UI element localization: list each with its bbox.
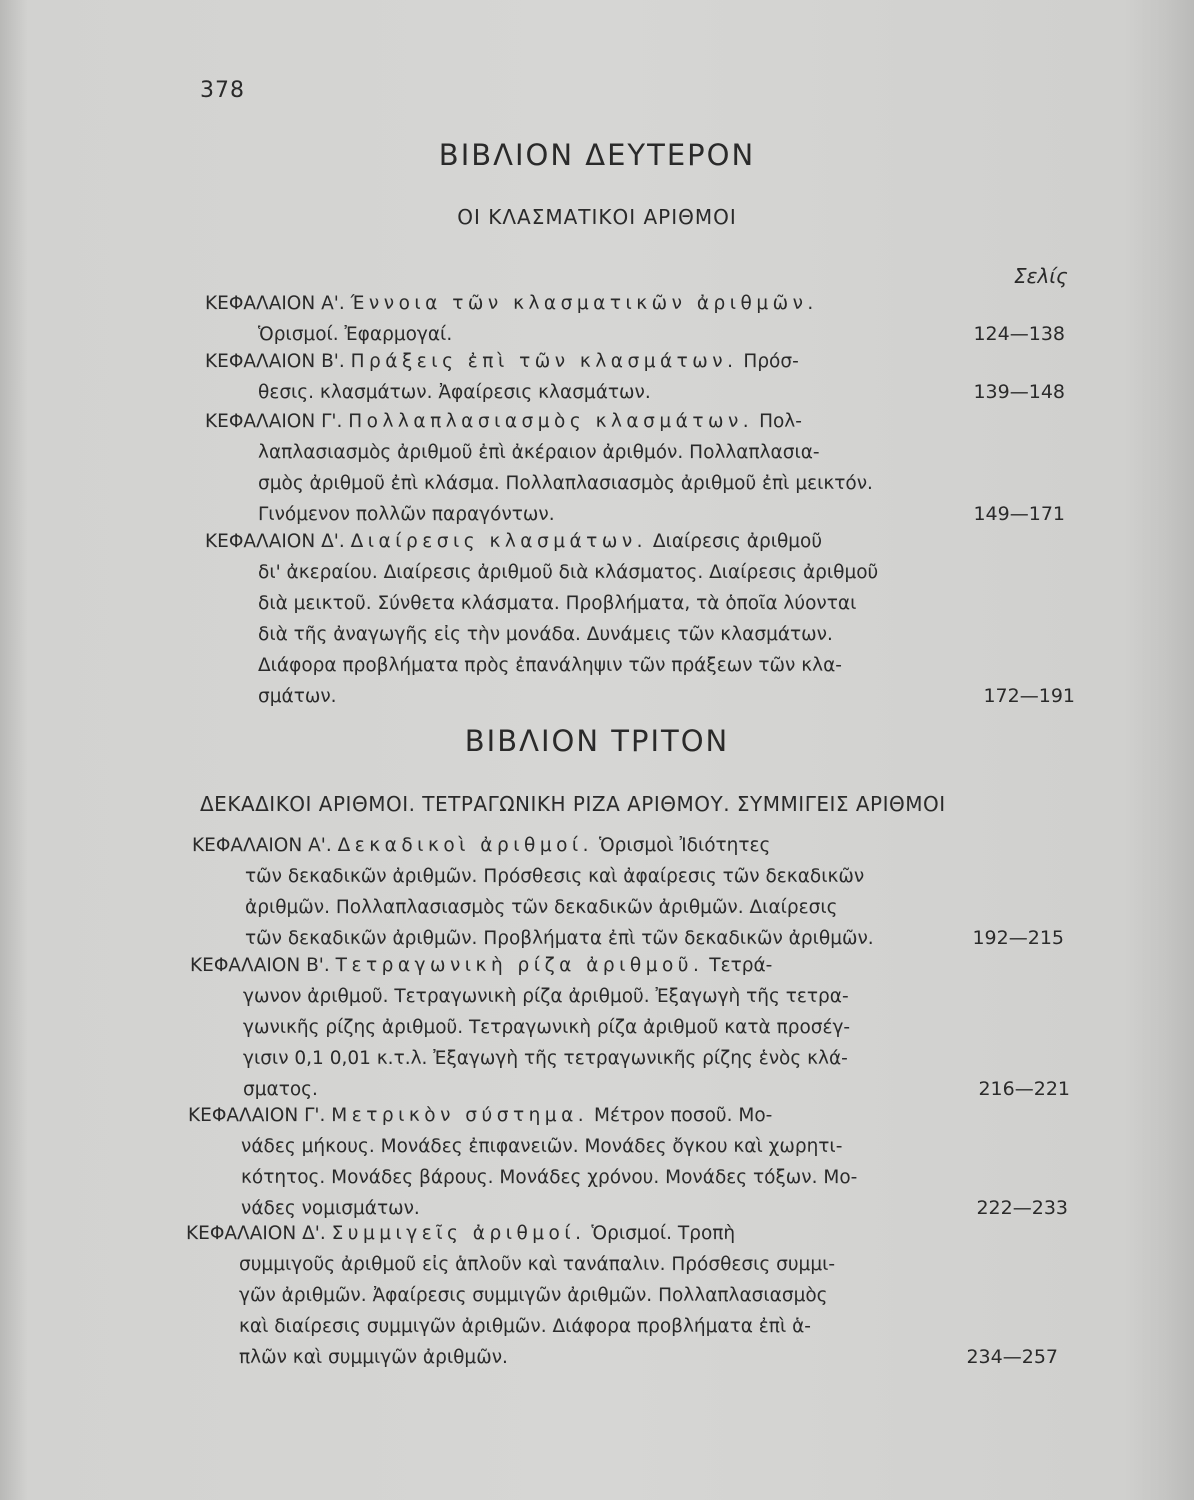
- entry-line: νάδες μήκους. Μονάδες ἐπιφανειῶν. Μονάδες ὄγκου καὶ χωρητι-: [241, 1136, 843, 1157]
- chapter-label: ΚΕΦΑΛΑΙΟΝ Γ'.: [205, 411, 343, 432]
- entry-line: θεσις. κλασμάτων. Ἀφαίρεσις κλασμάτων.: [258, 382, 651, 403]
- chapter-heading: Πολλαπλασιασμὸς κλασμάτων.: [348, 411, 754, 432]
- book3-subtitle: ΔΕΚΑΔΙΚΟΙ ΑΡΙΘΜΟΙ. ΤΕΤΡΑΓΩΝΙΚΗ ΡΙΖΑ ΑΡΙΘΜΟΥ. ΣΥΜΜΙΓΕΙΣ ΑΡΙΘΜΟΙ: [200, 792, 946, 816]
- entry-line: γωνον ἀριθμοῦ. Τετραγωνικὴ ρίζα ἀριθμοῦ. Ἐξαγωγὴ τῆς τετρα-: [243, 986, 849, 1007]
- book2-title: ΒΙΒΛΙΟΝ ΔΕΥΤΕΡΟΝ: [438, 138, 756, 172]
- entry-first-line: [190, 950, 1070, 981]
- entry-first-line: [186, 1218, 1058, 1249]
- page-number: 378: [200, 78, 245, 103]
- page-range: 149—171: [973, 503, 1065, 525]
- toc-entry-book2-chapter-a: [205, 288, 1065, 350]
- chapter-label: ΚΕΦΑΛΑΙΟΝ Α'.: [205, 293, 345, 314]
- entry-line: νάδες νομισμάτων.: [241, 1198, 420, 1219]
- entry-first-line: [188, 1100, 1068, 1131]
- entry-first-line: [205, 288, 1065, 319]
- entry-line: συμμιγοῦς ἀριθμοῦ εἰς ἁπλοῦν καὶ τανάπαλιν. Πρόσθεσις συμμι-: [239, 1254, 836, 1275]
- chapter-label: ΚΕΦΑΛΑΙΟΝ Α'.: [192, 835, 332, 856]
- toc-entry-book3-chapter-d: [186, 1218, 1058, 1373]
- entry-line: σμὸς ἀριθμοῦ ἐπὶ κλάσμα. Πολλαπλασιασμὸς ἀριθμοῦ ἐπὶ μεικτόν.: [258, 473, 873, 494]
- chapter-label: ΚΕΦΑΛΑΙΟΝ Δ'.: [205, 531, 345, 552]
- entry-line: διὰ μεικτοῦ. Σύνθετα κλάσματα. Προβλήματα, τὰ ὁποῖα λύονται: [258, 593, 857, 614]
- chapter-heading: Τετραγωνικὴ ρίζα ἀριθμοῦ.: [335, 955, 704, 976]
- entry-first-line: [205, 526, 1075, 557]
- entry-line: γῶν ἀριθμῶν. Ἀφαίρεσις συμμιγῶν ἀριθμῶν. Πολλαπλασιασμὸς: [239, 1285, 828, 1306]
- entry-line: ἀριθμῶν. Πολλαπλασιασμὸς τῶν δεκαδικῶν ἀριθμῶν. Διαίρεσις: [245, 897, 838, 918]
- chapter-label: ΚΕΦΑΛΑΙΟΝ Δ'.: [186, 1223, 326, 1244]
- entry-line: τῶν δεκαδικῶν ἀριθμῶν. Πρόσθεσις καὶ ἀφαίρεσις τῶν δεκαδικῶν: [245, 866, 865, 887]
- chapter-heading: Πράξεις ἐπὶ τῶν κλασμάτων.: [350, 351, 738, 372]
- book3-title: ΒΙΒΛΙΟΝ ΤΡΙΤΟΝ: [464, 724, 730, 758]
- toc-entry-book2-chapter-c: [205, 406, 1065, 530]
- page-range: 172—191: [983, 685, 1075, 707]
- chapter-heading: Διαίρεσις κλασμάτων.: [350, 531, 648, 552]
- entry-line: καὶ διαίρεσις συμμιγῶν ἀριθμῶν. Διάφορα προβλήματα ἐπὶ ἁ-: [239, 1316, 811, 1337]
- entry-line: λαπλασιασμὸς ἀριθμοῦ ἐπὶ ἀκέραιον ἀριθμόν. Πολλαπλασια-: [258, 442, 820, 463]
- entry-line: Διάφορα προβλήματα πρὸς ἐπανάληψιν τῶν πράξεων τῶν κλα-: [258, 655, 842, 676]
- entry-text: Τετρά-: [709, 955, 773, 976]
- entry-line: σματος.: [243, 1079, 318, 1100]
- entry-line: γισιν 0,1 0,01 κ.τ.λ. Ἐξαγωγὴ τῆς τετραγωνικῆς ρίζης ἑνὸς κλά-: [243, 1048, 848, 1069]
- entry-line: δι' ἀκεραίου. Διαίρεσις ἀριθμοῦ διὰ κλάσματος. Διαίρεσις ἀριθμοῦ: [258, 562, 879, 583]
- entry-first-line: [192, 830, 1064, 861]
- page-range: 222—233: [976, 1197, 1068, 1219]
- page-range: 124—138: [973, 323, 1065, 345]
- entry-line: γωνικῆς ρίζης ἀριθμοῦ. Τετραγωνικὴ ρίζα ἀριθμοῦ κατὰ προσέγ-: [243, 1017, 851, 1038]
- page-range: 139—148: [973, 381, 1065, 403]
- page-range: 192—215: [972, 927, 1064, 949]
- entry-line: τῶν δεκαδικῶν ἀριθμῶν. Προβλήματα ἐπὶ τῶν δεκαδικῶν ἀριθμῶν.: [245, 928, 874, 949]
- entry-line: σμάτων.: [258, 686, 337, 707]
- entry-line: Γινόμενον πολλῶν παραγόντων.: [258, 504, 555, 525]
- chapter-heading: Δεκαδικοὶ ἀριθμοί.: [337, 835, 594, 856]
- chapter-label: ΚΕΦΑΛΑΙΟΝ Β'.: [190, 955, 330, 976]
- entry-text: Πολ-: [759, 411, 802, 432]
- entry-text: Ὁρισμοὶ Ἰδιότητες: [598, 835, 771, 856]
- page-range: 234—257: [966, 1346, 1058, 1368]
- entry-line: διὰ τῆς ἀναγωγῆς εἰς τὴν μονάδα. Δυνάμεις τῶν κλασμάτων.: [258, 624, 833, 645]
- toc-entry-book2-chapter-d: [205, 526, 1075, 712]
- chapter-heading: Έννοια τῶν κλασματικῶν ἀριθμῶν.: [350, 293, 818, 314]
- entry-text: Μέτρον ποσοῦ. Μο-: [594, 1105, 773, 1126]
- entry-first-line: [205, 346, 1065, 377]
- entry-text: Διαίρεσις ἀριθμοῦ: [652, 531, 823, 552]
- toc-entry-book2-chapter-b: [205, 346, 1065, 408]
- book2-subtitle: ΟΙ ΚΛΑΣΜΑΤΙΚΟΙ ΑΡΙΘΜΟΙ: [457, 205, 737, 229]
- entry-first-line: [205, 406, 1065, 437]
- chapter-label: ΚΕΦΑΛΑΙΟΝ Γ'.: [188, 1105, 326, 1126]
- entry-line: Ὁρισμοί. Ἐφαρμογαί.: [258, 324, 453, 345]
- toc-entry-book3-chapter-c: [188, 1100, 1068, 1224]
- toc-entry-book3-chapter-b: [190, 950, 1070, 1105]
- entry-line: πλῶν καὶ συμμιγῶν ἀριθμῶν.: [239, 1347, 508, 1368]
- pages-column-label: Σελίς: [1014, 264, 1068, 288]
- entry-line: κότητος. Μονάδες βάρους. Μονάδες χρόνου. Μονάδες τόξων. Μο-: [241, 1167, 858, 1188]
- entry-text: Ὁρισμοί. Τροπὴ: [591, 1223, 736, 1244]
- page-range: 216—221: [978, 1078, 1070, 1100]
- chapter-label: ΚΕΦΑΛΑΙΟΝ Β'.: [205, 351, 345, 372]
- chapter-heading: Συμμιγεῖς ἀριθμοί.: [331, 1223, 586, 1244]
- chapter-heading: Μετρικὸν σύστημα.: [331, 1105, 589, 1126]
- entry-text: Πρόσ-: [743, 351, 799, 372]
- toc-entry-book3-chapter-a: [192, 830, 1064, 954]
